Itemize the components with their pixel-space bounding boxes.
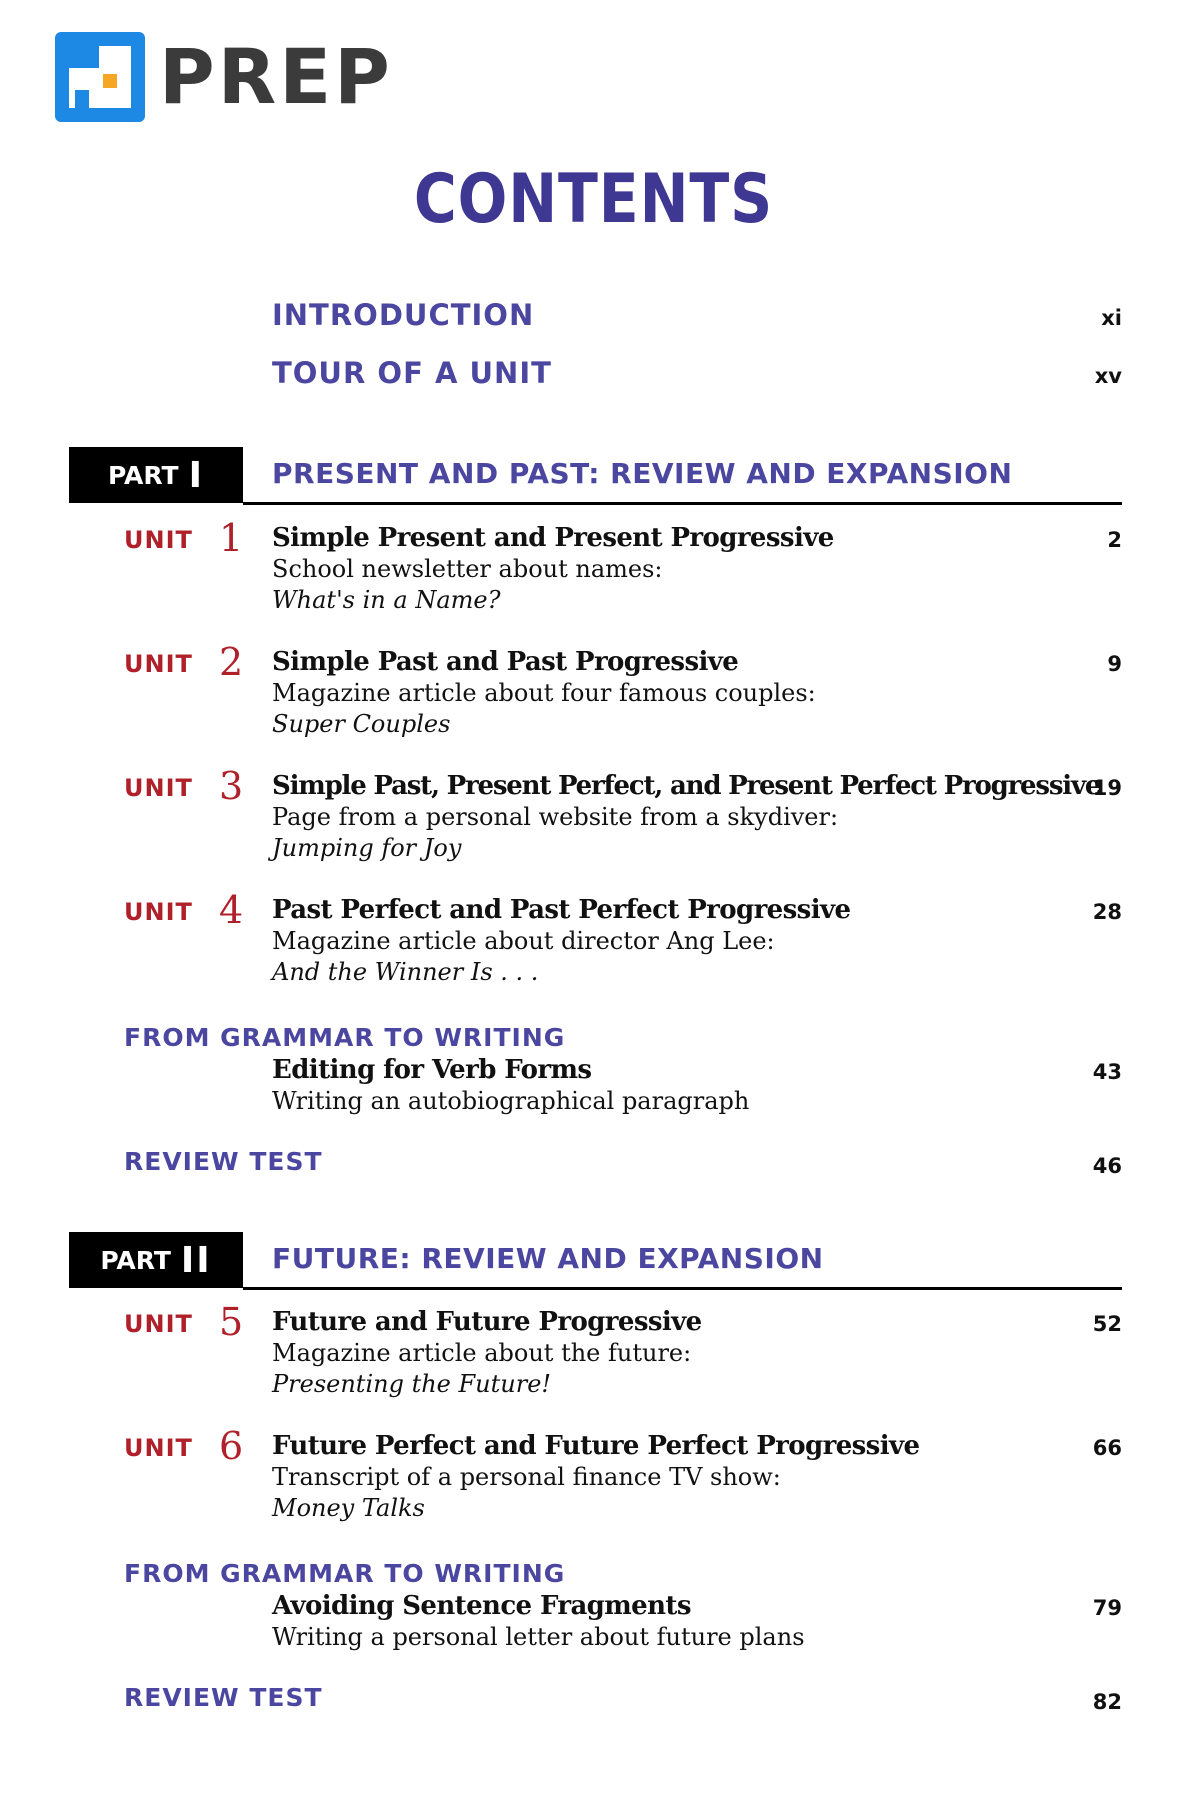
unit-number: 6 — [219, 1424, 244, 1468]
unit-label: UNIT — [124, 898, 193, 926]
toc-entry-introduction[interactable] — [272, 298, 1122, 332]
section-label: FROM GRAMMAR TO WRITING — [124, 1559, 566, 1588]
toc-review-test[interactable] — [124, 1682, 1122, 1714]
unit-title: Simple Past and Past Progressive — [272, 647, 739, 677]
page-number: 19 — [1092, 776, 1122, 800]
unit-number: 4 — [219, 888, 244, 932]
page-number: 2 — [1107, 528, 1122, 552]
toc-review-test[interactable] — [124, 1146, 1122, 1178]
unit-reading-title: What's in a Name? — [272, 586, 501, 614]
writing-description: Writing a personal letter about future plans — [272, 1623, 805, 1651]
unit-reading-title: Jumping for Joy — [272, 834, 462, 862]
page-number: xi — [1101, 306, 1122, 330]
entry-label: INTRODUCTION — [272, 298, 535, 332]
page-number: 46 — [1092, 1154, 1122, 1178]
part-title: PRESENT AND PAST: REVIEW AND EXPANSION — [272, 457, 1013, 490]
page-title: CONTENTS — [413, 160, 774, 239]
prep-logo-wordmark: PREP — [159, 32, 393, 121]
writing-title: Editing for Verb Forms — [272, 1055, 592, 1085]
part-badge: PART I — [69, 447, 243, 503]
section-label: REVIEW TEST — [124, 1147, 323, 1176]
page-number: 66 — [1092, 1436, 1122, 1460]
unit-title: Simple Present and Present Progressive — [272, 523, 834, 553]
toc-writing-section[interactable] — [124, 1558, 1122, 1651]
part-2-header — [69, 1232, 1122, 1288]
section-label: REVIEW TEST — [124, 1683, 323, 1712]
unit-reading-title: Presenting the Future! — [272, 1370, 552, 1398]
prep-logo — [55, 32, 393, 122]
page-number: 43 — [1092, 1060, 1122, 1084]
toc-writing-section[interactable] — [124, 1022, 1122, 1115]
unit-label: UNIT — [124, 1310, 193, 1338]
unit-number: 1 — [219, 516, 244, 560]
unit-description: School newsletter about names: — [272, 555, 663, 583]
unit-number: 2 — [219, 640, 244, 684]
writing-description: Writing an autobiographical paragraph — [272, 1087, 750, 1115]
unit-label: UNIT — [124, 650, 193, 678]
part-badge: PART II — [69, 1232, 243, 1288]
unit-number: 3 — [219, 764, 244, 808]
unit-title: Future and Future Progressive — [272, 1307, 702, 1337]
unit-title: Past Perfect and Past Perfect Progressive — [272, 895, 851, 925]
unit-label: UNIT — [124, 1434, 193, 1462]
unit-reading-title: Money Talks — [272, 1494, 425, 1522]
part-divider — [243, 1287, 1122, 1290]
unit-description: Magazine article about the future: — [272, 1339, 692, 1367]
page-number: 82 — [1092, 1690, 1122, 1714]
page-number: 9 — [1107, 652, 1122, 676]
unit-description: Magazine article about four famous couples: — [272, 679, 816, 707]
unit-number: 5 — [219, 1300, 244, 1344]
entry-label: TOUR OF A UNIT — [272, 356, 552, 390]
page-number: 28 — [1092, 900, 1122, 924]
writing-title: Avoiding Sentence Fragments — [272, 1591, 691, 1621]
unit-label: UNIT — [124, 774, 193, 802]
unit-description: Transcript of a personal finance TV show: — [272, 1463, 781, 1491]
unit-reading-title: And the Winner Is . . . — [272, 958, 539, 986]
unit-description: Page from a personal website from a skydiver: — [272, 803, 839, 831]
unit-label: UNIT — [124, 526, 193, 554]
unit-reading-title: Super Couples — [272, 710, 451, 738]
prep-logo-icon — [55, 32, 145, 122]
page-number: xv — [1094, 364, 1122, 388]
section-label: FROM GRAMMAR TO WRITING — [124, 1023, 566, 1052]
toc-entry-tour-of-a-unit[interactable] — [272, 356, 1122, 390]
page-number: 52 — [1092, 1312, 1122, 1336]
part-1-header — [69, 447, 1122, 503]
unit-title: Future Perfect and Future Perfect Progressive — [272, 1431, 920, 1461]
page-number: 79 — [1092, 1596, 1122, 1620]
unit-description: Magazine article about director Ang Lee: — [272, 927, 775, 955]
part-title: FUTURE: REVIEW AND EXPANSION — [272, 1242, 824, 1275]
part-divider — [243, 502, 1122, 505]
unit-title: Simple Past, Present Perfect, and Present Perfect Progressive — [272, 771, 1101, 801]
